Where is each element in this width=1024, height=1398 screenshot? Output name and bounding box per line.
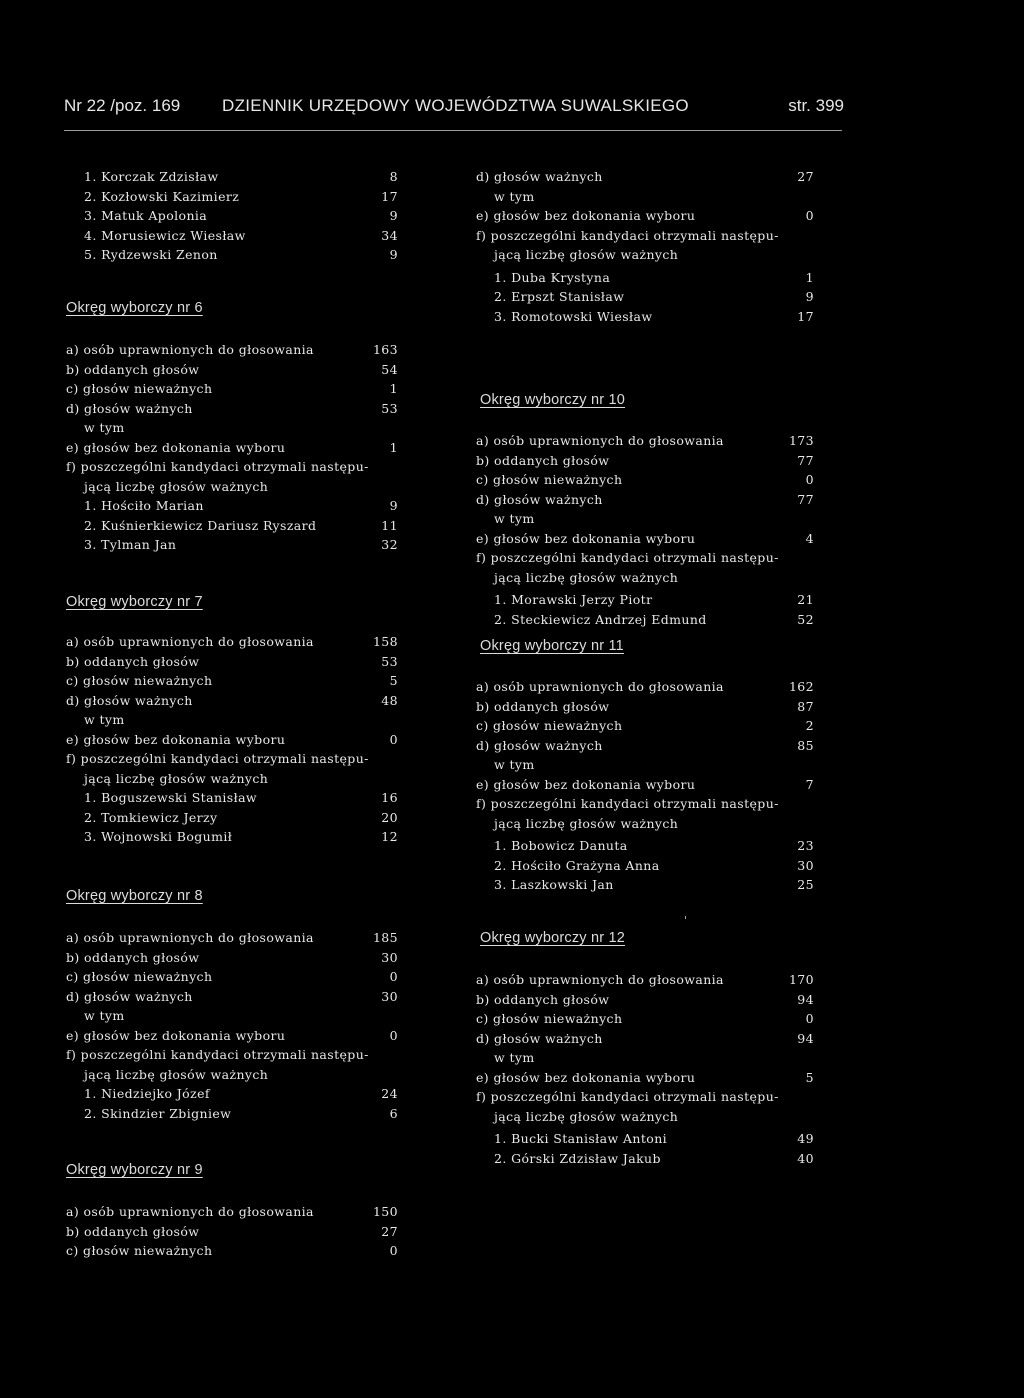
candidates-intro-row xyxy=(66,1045,398,1065)
valid-votes-row xyxy=(476,490,814,510)
row-label: d) głosów ważnych xyxy=(66,400,193,416)
row-label: f) poszczególni kandydaci otrzymali następu- xyxy=(476,550,779,565)
row-label: 1. Niedziejko Józef xyxy=(84,1086,210,1101)
invalid-votes-row xyxy=(476,1009,814,1029)
count-value: 170 xyxy=(788,972,814,987)
valid-votes-row xyxy=(66,987,398,1007)
list-item xyxy=(476,856,814,876)
list-item xyxy=(66,206,398,226)
district-7-title: Okręg wyborczy nr 7 xyxy=(66,594,203,610)
row-label: c) głosów nieważnych xyxy=(476,718,623,733)
list-item xyxy=(476,268,814,288)
row-label: w tym xyxy=(494,1050,535,1065)
count-value: 7 xyxy=(805,776,814,792)
invalid-votes-row xyxy=(476,470,814,490)
district-9-results-part2 xyxy=(476,167,814,326)
candidates-intro-cont xyxy=(66,477,398,497)
row-label: c) głosów nieważnych xyxy=(66,1243,213,1258)
ballots-cast-row xyxy=(476,990,814,1010)
count-value: 77 xyxy=(797,491,814,507)
valid-votes-row xyxy=(66,691,398,711)
eligible-voters-row xyxy=(66,1202,398,1222)
candidates-intro-row xyxy=(476,1087,814,1107)
candidates-intro-cont xyxy=(476,568,814,588)
count-value: 9 xyxy=(389,498,398,513)
row-label: 2. Erpszt Stanisław xyxy=(494,289,625,304)
valid-votes-row xyxy=(476,167,814,187)
list-item xyxy=(476,1149,814,1169)
count-value: 54 xyxy=(381,361,398,377)
district-9-results-part1 xyxy=(66,1202,398,1261)
count-value: 1 xyxy=(389,439,398,455)
row-label: e) głosów bez dokonania wyboru xyxy=(66,1027,286,1043)
row-label: e) głosów bez dokonania wyboru xyxy=(66,439,286,455)
district-10-results xyxy=(476,431,814,629)
no-choice-row xyxy=(476,775,814,795)
row-label: c) głosów nieważnych xyxy=(66,969,213,984)
row-label: b) oddanych głosów xyxy=(66,949,200,965)
count-value: 27 xyxy=(381,1223,398,1239)
row-label: w tym xyxy=(84,712,125,727)
ballots-cast-row xyxy=(66,652,398,672)
count-value: 5 xyxy=(805,1069,814,1085)
row-label: 1. Hościło Marian xyxy=(84,498,204,513)
no-choice-row xyxy=(66,1026,398,1046)
list-item xyxy=(66,245,398,265)
row-label: b) oddanych głosów xyxy=(66,361,200,377)
count-value: 9 xyxy=(389,208,398,223)
row-label: b) oddanych głosów xyxy=(476,991,610,1007)
eligible-voters-row xyxy=(476,677,814,697)
of-which-label xyxy=(476,755,814,775)
row-label: e) głosów bez dokonania wyboru xyxy=(476,530,696,546)
count-value: 0 xyxy=(389,969,398,984)
row-label: f) poszczególni kandydaci otrzymali następu- xyxy=(476,1089,779,1104)
row-label: 4. Morusiewicz Wiesław xyxy=(84,227,246,243)
row-label: e) głosów bez dokonania wyboru xyxy=(476,776,696,792)
row-label: a) osób uprawnionych do głosowania xyxy=(66,634,314,649)
district-6-results xyxy=(66,340,398,555)
count-value: 17 xyxy=(797,308,814,324)
eligible-voters-row xyxy=(66,928,398,948)
row-label: 1. Korczak Zdzisław xyxy=(84,169,219,184)
district-12-results xyxy=(476,970,814,1168)
count-value: 17 xyxy=(381,188,398,204)
candidates-intro-cont xyxy=(476,245,814,265)
row-label: c) głosów nieważnych xyxy=(476,472,623,487)
row-label: jącą liczbę głosów ważnych xyxy=(494,815,679,831)
count-value: 6 xyxy=(389,1105,398,1121)
page-number: str. 399 xyxy=(788,96,844,115)
no-choice-row xyxy=(476,1068,814,1088)
candidates-intro-row xyxy=(476,794,814,814)
district-10-title: Okręg wyborczy nr 10 xyxy=(480,392,626,408)
count-value: 0 xyxy=(805,208,814,223)
count-value: 40 xyxy=(797,1150,814,1166)
no-choice-row xyxy=(66,730,398,750)
invalid-votes-row xyxy=(476,716,814,736)
row-label: c) głosów nieważnych xyxy=(66,673,213,688)
count-value: 25 xyxy=(797,877,814,892)
district-7-results xyxy=(66,632,398,847)
row-label: a) osób uprawnionych do głosowania xyxy=(66,1204,314,1219)
row-label: e) głosów bez dokonania wyboru xyxy=(66,731,286,747)
row-label: d) głosów ważnych xyxy=(66,988,193,1004)
row-label: d) głosów ważnych xyxy=(476,1030,603,1046)
of-which-label xyxy=(66,418,398,438)
row-label: 2. Tomkiewicz Jerzy xyxy=(84,809,218,825)
count-value: 11 xyxy=(381,517,398,533)
count-value: 77 xyxy=(797,452,814,468)
row-label: 1. Duba Krystyna xyxy=(494,269,611,285)
count-value: 0 xyxy=(389,1027,398,1043)
candidates-intro-cont xyxy=(66,1065,398,1085)
row-label: 2. Górski Zdzisław Jakub xyxy=(494,1150,661,1166)
row-label: d) głosów ważnych xyxy=(476,737,603,753)
district-12-title: Okręg wyborczy nr 12 xyxy=(480,930,626,946)
row-label: w tym xyxy=(494,188,535,204)
row-label: 2. Hościło Grażyna Anna xyxy=(494,857,660,873)
row-label: jącą liczbę głosów ważnych xyxy=(84,770,269,786)
district-9-title: Okręg wyborczy nr 9 xyxy=(66,1162,203,1178)
count-value: 48 xyxy=(381,692,398,708)
row-label: 3. Matuk Apolonia xyxy=(84,208,208,223)
row-label: b) oddanych głosów xyxy=(66,653,200,669)
list-item xyxy=(66,827,398,847)
count-value: 30 xyxy=(381,949,398,965)
count-value: 49 xyxy=(797,1131,814,1146)
row-label: jącą liczbę głosów ważnych xyxy=(494,1108,679,1124)
row-label: a) osób uprawnionych do głosowania xyxy=(476,972,724,987)
count-value: 20 xyxy=(381,809,398,825)
invalid-votes-row xyxy=(66,967,398,987)
eligible-voters-row xyxy=(66,340,398,360)
valid-votes-row xyxy=(66,399,398,419)
row-label: 5. Rydzewski Zenon xyxy=(84,247,218,262)
list-item xyxy=(66,808,398,828)
list-item xyxy=(476,875,814,895)
count-value: 53 xyxy=(381,653,398,669)
list-item xyxy=(476,287,814,307)
row-label: 2. Steckiewicz Andrzej Edmund xyxy=(494,611,707,627)
count-value: 30 xyxy=(797,857,814,873)
list-item xyxy=(66,167,398,187)
count-value: 94 xyxy=(797,1030,814,1046)
list-item xyxy=(476,590,814,610)
district-11-title: Okręg wyborczy nr 11 xyxy=(480,638,624,654)
row-label: 1. Bucki Stanisław Antoni xyxy=(494,1131,668,1146)
row-label: d) głosów ważnych xyxy=(476,169,603,184)
district-11-results xyxy=(476,677,814,895)
count-value: 1 xyxy=(389,381,398,396)
row-label: f) poszczególni kandydaci otrzymali następu- xyxy=(66,751,369,766)
top-candidate-list xyxy=(66,167,398,265)
ballots-cast-row xyxy=(476,697,814,717)
row-label: jącą liczbę głosów ważnych xyxy=(494,247,679,262)
candidates-intro-cont xyxy=(476,814,814,834)
row-label: jącą liczbę głosów ważnych xyxy=(494,569,679,585)
list-item xyxy=(66,1084,398,1104)
row-label: a) osób uprawnionych do głosowania xyxy=(476,679,724,694)
row-label: e) głosów bez dokonania wyboru xyxy=(476,1069,696,1085)
row-label: w tym xyxy=(494,511,535,526)
count-value: 30 xyxy=(381,988,398,1004)
ballots-cast-row xyxy=(476,451,814,471)
count-value: 21 xyxy=(797,592,814,607)
valid-votes-row xyxy=(476,1029,814,1049)
count-value: 53 xyxy=(381,400,398,416)
row-label: b) oddanych głosów xyxy=(66,1223,200,1239)
row-label: c) głosów nieważnych xyxy=(66,381,213,396)
count-value: 0 xyxy=(389,1243,398,1258)
invalid-votes-row xyxy=(66,671,398,691)
candidates-intro-cont xyxy=(476,1107,814,1127)
no-choice-row xyxy=(476,206,814,226)
eligible-voters-row xyxy=(66,632,398,652)
count-value: 150 xyxy=(372,1204,398,1219)
count-value: 185 xyxy=(372,930,398,945)
row-label: 3. Romotowski Wiesław xyxy=(494,308,653,324)
ballots-cast-row xyxy=(66,360,398,380)
count-value: 85 xyxy=(797,737,814,753)
count-value: 1 xyxy=(805,269,814,285)
of-which-label xyxy=(66,710,398,730)
list-item xyxy=(66,187,398,207)
count-value: 87 xyxy=(797,698,814,714)
list-item xyxy=(66,226,398,246)
list-item xyxy=(476,307,814,327)
eligible-voters-row xyxy=(476,970,814,990)
of-which-label xyxy=(476,187,814,207)
candidates-intro-row xyxy=(476,548,814,568)
list-item xyxy=(476,610,814,630)
row-label: c) głosów nieważnych xyxy=(476,1011,623,1026)
list-item xyxy=(66,516,398,536)
row-label: w tym xyxy=(84,1008,125,1023)
district-6-title: Okręg wyborczy nr 6 xyxy=(66,300,203,316)
count-value: 158 xyxy=(372,634,398,649)
row-label: f) poszczególni kandydaci otrzymali następu- xyxy=(476,227,779,243)
district-8-title: Okręg wyborczy nr 8 xyxy=(66,888,203,904)
row-label: b) oddanych głosów xyxy=(476,698,610,714)
row-label: 3. Laszkowski Jan xyxy=(494,877,614,892)
row-label: 1. Boguszewski Stanisław xyxy=(84,790,258,805)
count-value: 16 xyxy=(381,790,398,805)
count-value: 34 xyxy=(381,227,398,243)
valid-votes-row xyxy=(476,736,814,756)
row-label: b) oddanych głosów xyxy=(476,452,610,468)
header-rule xyxy=(64,130,842,131)
list-item xyxy=(66,535,398,555)
count-value: 12 xyxy=(381,829,398,844)
issue-number: Nr 22 /poz. 169 xyxy=(64,96,181,115)
count-value: 9 xyxy=(805,289,814,304)
row-label: 1. Bobowicz Danuta xyxy=(494,838,628,853)
row-label: 2. Kozłowski Kazimierz xyxy=(84,188,240,204)
row-label: a) osób uprawnionych do głosowania xyxy=(66,930,314,945)
invalid-votes-row xyxy=(66,379,398,399)
invalid-votes-row xyxy=(66,1241,398,1261)
of-which-label xyxy=(476,509,814,529)
of-which-label xyxy=(476,1048,814,1068)
count-value: 162 xyxy=(788,679,814,694)
count-value: 163 xyxy=(372,342,398,357)
candidates-intro-cont xyxy=(66,769,398,789)
candidates-intro-row xyxy=(476,226,814,246)
eligible-voters-row xyxy=(476,431,814,451)
row-label: 3. Tylman Jan xyxy=(84,537,177,552)
candidates-intro-row xyxy=(66,457,398,477)
row-label: jącą liczbę głosów ważnych xyxy=(84,1066,269,1082)
ballots-cast-row xyxy=(66,1222,398,1242)
row-label: 1. Morawski Jerzy Piotr xyxy=(494,592,653,607)
row-label: f) poszczególni kandydaci otrzymali następu- xyxy=(66,459,369,474)
count-value: 9 xyxy=(389,247,398,262)
count-value: 94 xyxy=(797,991,814,1007)
candidates-intro-row xyxy=(66,749,398,769)
count-value: 24 xyxy=(381,1086,398,1101)
count-value: 23 xyxy=(797,838,814,853)
page-header xyxy=(64,96,844,130)
count-value: 52 xyxy=(797,611,814,627)
row-label: a) osób uprawnionych do głosowania xyxy=(476,433,724,448)
row-label: e) głosów bez dokonania wyboru xyxy=(476,208,696,223)
list-item xyxy=(66,1104,398,1124)
no-choice-row xyxy=(66,438,398,458)
count-value: 32 xyxy=(381,537,398,552)
ballots-cast-row xyxy=(66,948,398,968)
row-label: f) poszczególni kandydaci otrzymali następu- xyxy=(66,1047,369,1062)
stray-print-mark: ' xyxy=(684,914,688,927)
count-value: 0 xyxy=(805,472,814,487)
row-label: w tym xyxy=(84,420,125,435)
row-label: w tym xyxy=(494,757,535,772)
count-value: 2 xyxy=(805,718,814,733)
count-value: 8 xyxy=(389,169,398,184)
count-value: 0 xyxy=(805,1011,814,1026)
no-choice-row xyxy=(476,529,814,549)
journal-title: DZIENNIK URZĘDOWY WOJEWÓDZTWA SUWALSKIEGO xyxy=(222,96,689,115)
list-item xyxy=(66,496,398,516)
count-value: 4 xyxy=(805,530,814,546)
row-label: a) osób uprawnionych do głosowania xyxy=(66,342,314,357)
row-label: 3. Wojnowski Bogumił xyxy=(84,829,233,844)
row-label: d) głosów ważnych xyxy=(66,692,193,708)
row-label: jącą liczbę głosów ważnych xyxy=(84,478,269,494)
count-value: 5 xyxy=(389,673,398,688)
list-item xyxy=(476,836,814,856)
count-value: 27 xyxy=(797,169,814,184)
count-value: 0 xyxy=(389,731,398,747)
row-label: 2. Kuśnierkiewicz Dariusz Ryszard xyxy=(84,517,317,533)
district-8-results xyxy=(66,928,398,1123)
list-item xyxy=(476,1129,814,1149)
count-value: 173 xyxy=(788,433,814,448)
row-label: 2. Skindzier Zbigniew xyxy=(84,1105,232,1121)
row-label: d) głosów ważnych xyxy=(476,491,603,507)
of-which-label xyxy=(66,1006,398,1026)
row-label: f) poszczególni kandydaci otrzymali następu- xyxy=(476,796,779,811)
list-item xyxy=(66,788,398,808)
